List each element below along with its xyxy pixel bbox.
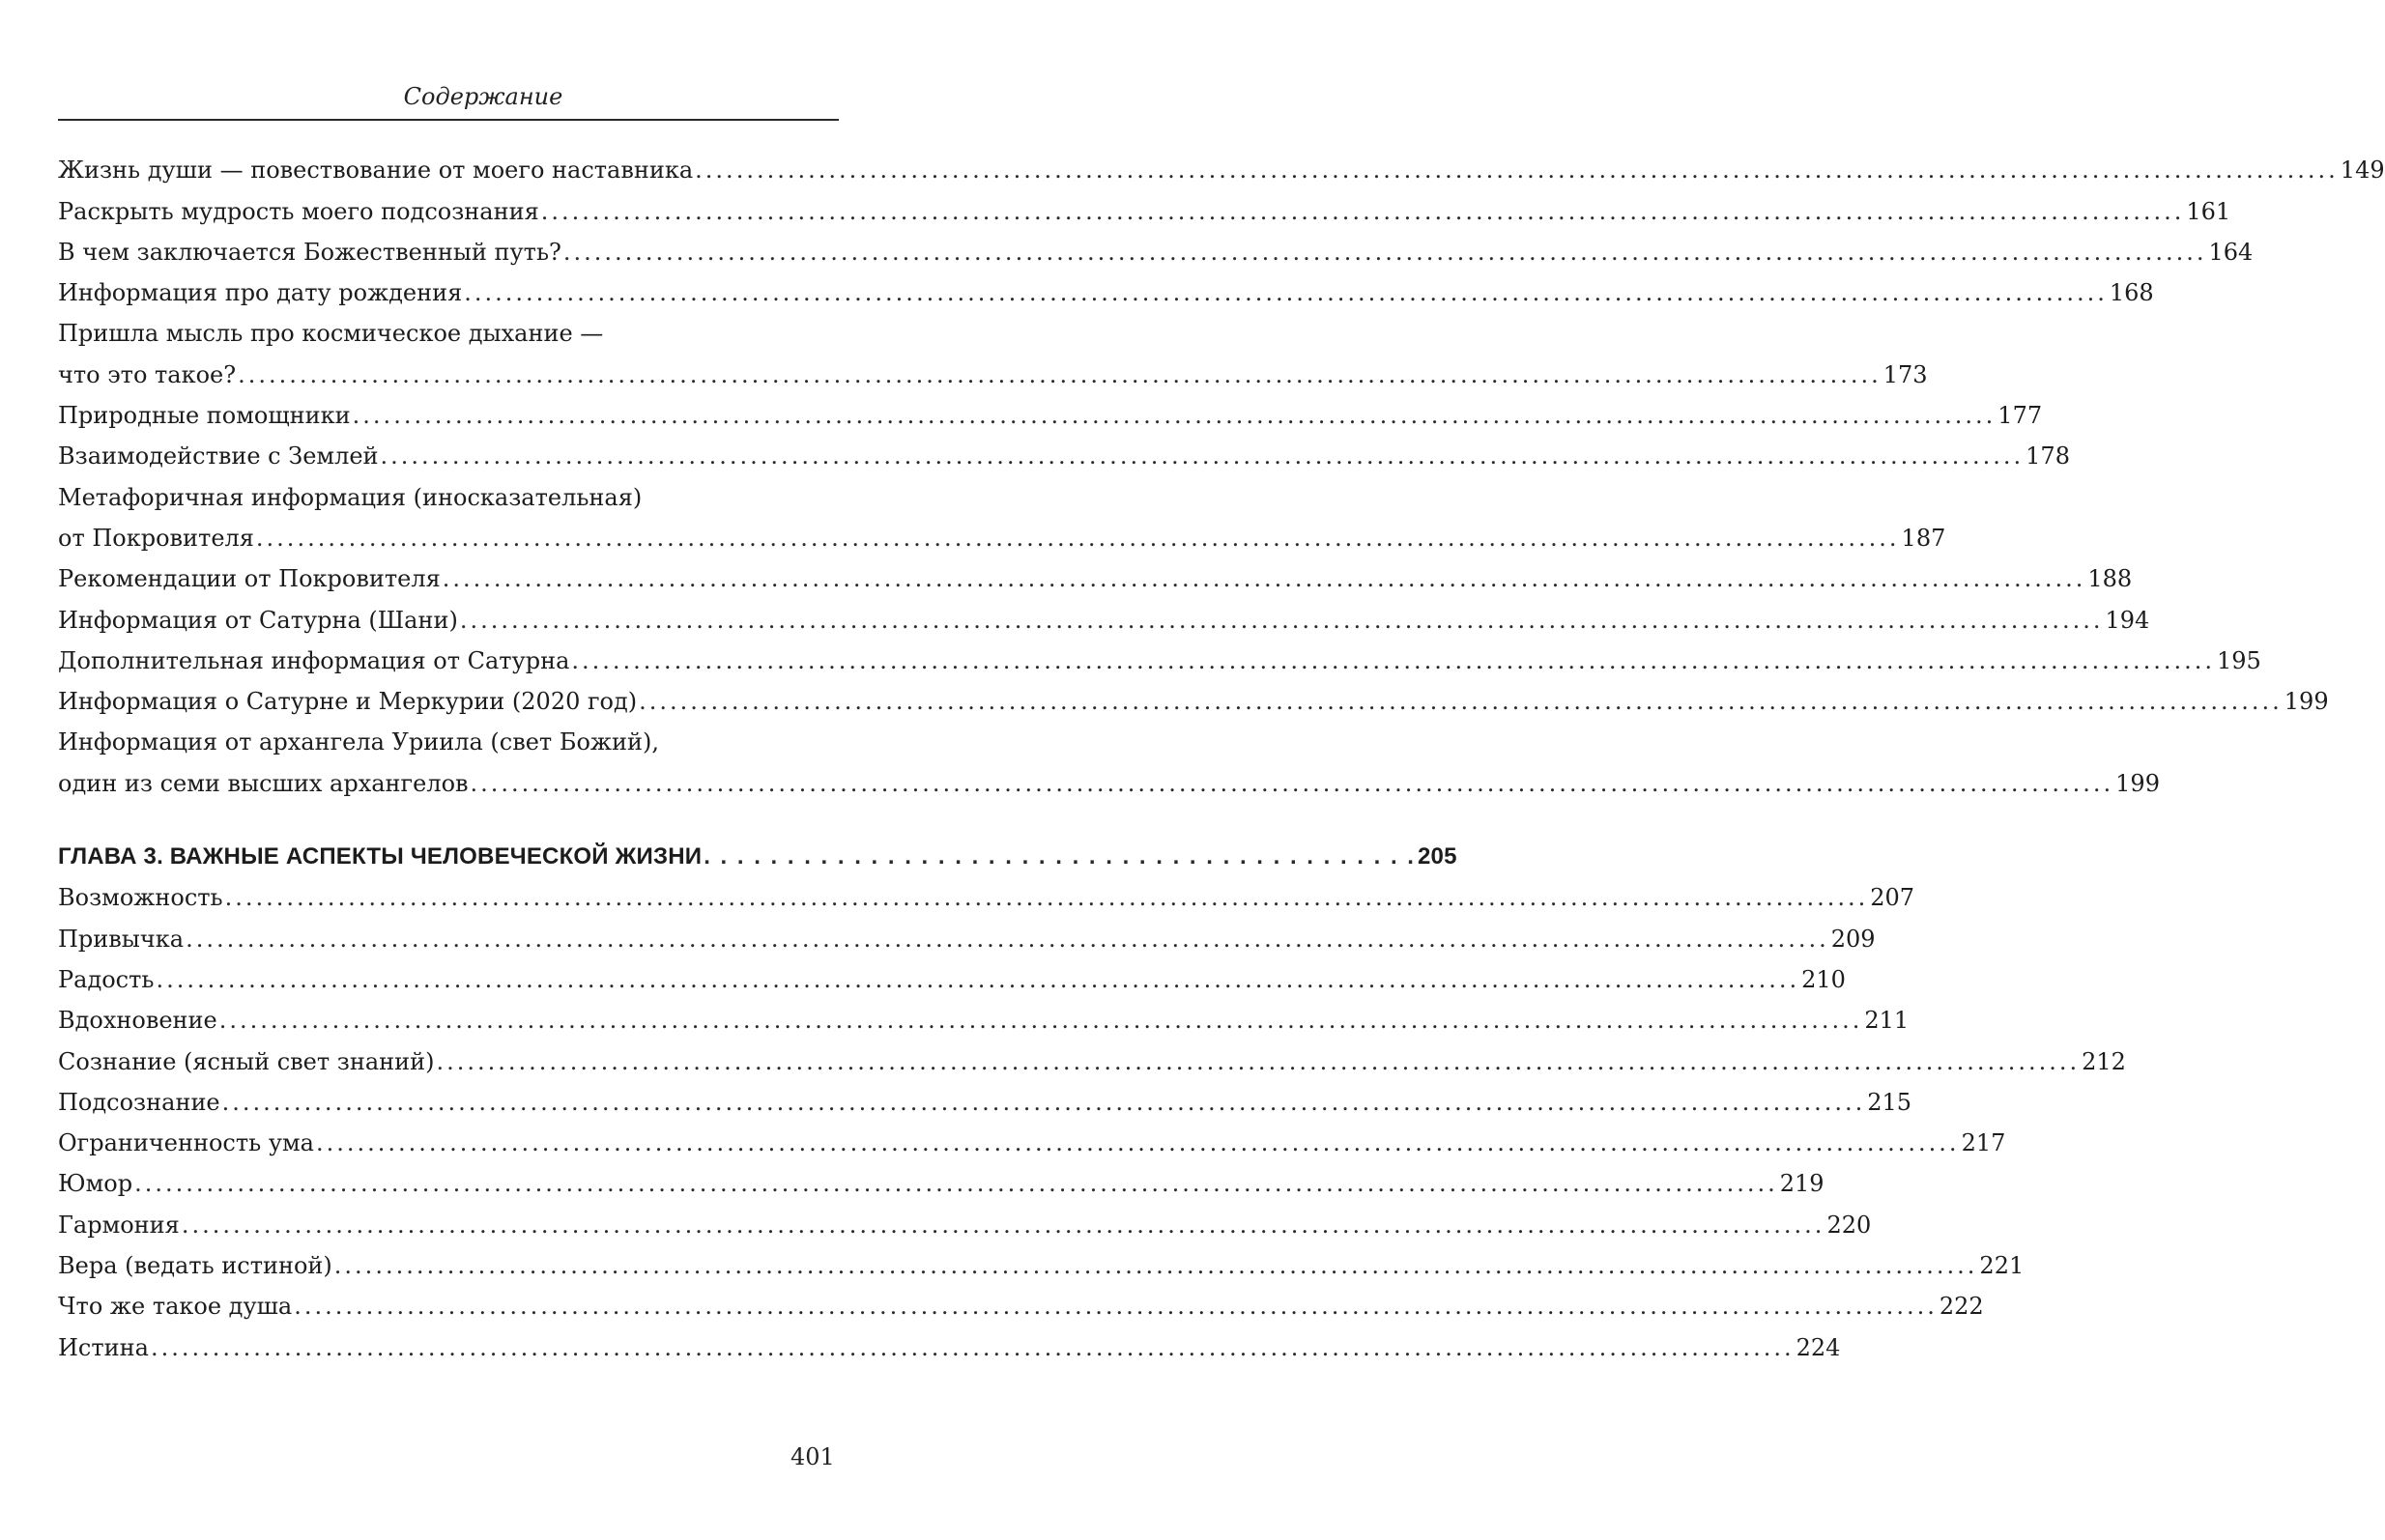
toc-entry-title: Дополнительная информация от Сатурна — [58, 646, 570, 674]
toc-leader: ................................................................................................................................................................ — [156, 965, 1800, 993]
toc-leader: ................................................................................................................................................................ — [134, 1170, 1778, 1198]
toc-entry[interactable] — [58, 1201, 1872, 1241]
toc-leader: ................................................................................................................................................................ — [294, 1293, 1938, 1321]
toc-leader: ................................................................................................................................................................ — [333, 1252, 1978, 1280]
page-number: 401 — [790, 1443, 835, 1470]
toc-entry-title: Информация от архангела Уриила (свет Божий), — [58, 728, 659, 756]
toc-entry-title: Привычка — [58, 925, 185, 953]
toc-page-number: 219 — [1779, 1170, 1825, 1198]
header-rule — [58, 119, 839, 121]
toc-entry[interactable] — [58, 1324, 1841, 1364]
toc-entry[interactable] — [58, 556, 2133, 596]
toc-leader: ................................................................................................................................................................ — [442, 565, 2086, 593]
toc-entry-title: Раскрыть мудрость моего подсознания — [58, 197, 539, 225]
toc-page-number: 212 — [2082, 1047, 2126, 1075]
toc-group-2 — [58, 874, 2126, 1365]
toc-entry[interactable] — [58, 392, 2043, 433]
toc-leader: ................................................................................................................................................................ — [218, 1007, 1863, 1035]
toc-entry[interactable] — [58, 433, 2070, 473]
toc-page-number: 178 — [2026, 442, 2070, 471]
toc-entry-title: Взаимодействие с Землей — [58, 442, 379, 471]
toc-entry[interactable] — [58, 1283, 1984, 1324]
toc-page-number: 194 — [2105, 606, 2150, 634]
toc-entry[interactable] — [58, 638, 2261, 678]
toc-entry-title: Информация от Сатурна (Шани) — [58, 606, 458, 634]
toc-leader: ................................................................................................................................................................ — [571, 646, 2215, 674]
toc-page-number: 173 — [1882, 360, 1928, 388]
toc-entry-title: Радость — [58, 965, 155, 993]
toc-entry[interactable] — [58, 678, 2329, 719]
toc-entry[interactable] — [58, 997, 1910, 1038]
toc-entry[interactable] — [58, 915, 1876, 955]
toc-entry-title: что это такое? — [58, 360, 237, 388]
toc-chapter-3[interactable] — [58, 834, 1457, 874]
toc-leader: ................................................................................................................................................................ — [315, 1129, 1960, 1157]
toc-entry-title: Пришла мысль про космическое дыхание — — [58, 320, 604, 348]
toc-entry-line1[interactable] — [58, 310, 831, 351]
toc-leader: ................................................................................................................................................................ — [639, 688, 2283, 716]
toc-leader: ................................................................................................................................................................ — [380, 442, 2025, 471]
toc-leader: ................................................................................................................................................................ — [464, 279, 2108, 307]
toc-entry-title: Метафоричная информация (иносказательная) — [58, 483, 643, 511]
toc-entry[interactable] — [58, 1160, 1825, 1201]
toc-leader: ................................................................................................................................................................ — [459, 606, 2104, 634]
toc-entry[interactable] — [58, 351, 1928, 391]
toc-entry-title: Информация про дату рождения — [58, 279, 463, 307]
toc-entry[interactable] — [58, 1038, 2126, 1078]
toc-entry-title: Возможность — [58, 884, 223, 912]
toc-leader: ................................................................................................................................................................ — [436, 1047, 2081, 1075]
toc-leader: ................................................................................................................................................................ — [562, 238, 2207, 266]
toc-page-number: 224 — [1796, 1333, 1841, 1361]
toc-page-number: 221 — [1979, 1252, 2025, 1280]
toc-page-number: 205 — [1417, 843, 1457, 870]
toc-page-number: 211 — [1864, 1007, 1910, 1035]
toc-leader: ................................................................................................................................................................ — [695, 157, 2339, 185]
toc-entry[interactable] — [58, 1079, 1912, 1120]
toc-page-number: 177 — [1997, 402, 2043, 430]
toc-leader: ................................................................................................................................................................ — [224, 884, 1869, 912]
toc-entry-title: Юмор — [58, 1170, 133, 1198]
toc-entry[interactable] — [58, 270, 2154, 310]
toc-entry[interactable] — [58, 874, 1915, 915]
toc-entry-title: Информация о Сатурне и Меркурии (2020 год) — [58, 688, 638, 716]
toc-group-1 — [58, 147, 2385, 801]
toc-entry-title: Природные помощники — [58, 402, 351, 430]
toc-leader: ................................................................................................................................................................ — [150, 1333, 1795, 1361]
toc-entry[interactable] — [58, 147, 2385, 187]
toc-page-number: 164 — [2208, 238, 2254, 266]
toc-leader: ................................................................................................................................................................ — [238, 360, 1882, 388]
toc-entry-title: Гармония — [58, 1211, 180, 1239]
toc-entry[interactable] — [58, 596, 2150, 637]
toc-entry[interactable] — [58, 759, 2160, 800]
toc-leader: ................................................................................................................................................................ — [255, 524, 1900, 552]
toc-entry-title: Ограниченность ума — [58, 1129, 314, 1157]
toc-entry-title: Жизнь души — повествование от моего наставника — [58, 157, 694, 185]
toc-entry[interactable] — [58, 1120, 2006, 1160]
toc-entry-title: Истина — [58, 1333, 149, 1361]
toc-entry-title: один из семи высших архангелов — [58, 769, 469, 797]
toc-page-number: 199 — [2115, 769, 2160, 797]
toc-entry-title: Что же такое душа — [58, 1293, 293, 1321]
toc-entry-title: Рекомендации от Покровителя — [58, 565, 441, 593]
toc-page-number: 215 — [1867, 1088, 1912, 1116]
toc-page-number: 168 — [2109, 279, 2154, 307]
toc-page-number: 161 — [2186, 197, 2231, 225]
toc-page-number: 222 — [1939, 1293, 1984, 1321]
toc-entry-title: Вдохновение — [58, 1007, 217, 1035]
table-of-contents — [58, 147, 2385, 1365]
toc-leader: ................................................................................................................................................................ — [352, 402, 1997, 430]
toc-leader: ................................................................................................................................................................ — [181, 1211, 1825, 1239]
toc-page-number: 207 — [1870, 884, 1915, 912]
toc-entry-title: Сознание (ясный свет знаний) — [58, 1047, 435, 1075]
toc-page-number: 209 — [1830, 925, 1876, 953]
toc-entry-line1[interactable] — [58, 473, 831, 514]
toc-page-number: 188 — [2087, 565, 2133, 593]
toc-page-number: 220 — [1826, 1211, 1872, 1239]
toc-entry-title: В чем заключается Божественный путь? — [58, 238, 561, 266]
toc-leader: ................................................................................................................................................................ — [221, 1088, 1866, 1116]
toc-page-number: 199 — [2284, 688, 2329, 716]
toc-entry-line1[interactable] — [58, 719, 831, 759]
toc-entry[interactable] — [58, 515, 1946, 556]
toc-leader: ................................................................................................................................................................ — [540, 197, 2185, 225]
toc-page-number: 210 — [1801, 965, 1846, 993]
toc-leader: ................................................................................................................................................................ — [186, 925, 1829, 953]
toc-entry-title: Вера (ведать истиной) — [58, 1252, 332, 1280]
toc-entry[interactable] — [58, 1242, 2025, 1283]
toc-leader: . . . . . . . . . . . . . . . . . . . . . . . . . . . . . . . . . . . . . . . . . . . — [704, 843, 1416, 870]
toc-chapter-title: ГЛАВА 3. ВАЖНЫЕ АСПЕКТЫ ЧЕЛОВЕЧЕСКОЙ ЖИЗНИ — [58, 843, 703, 870]
toc-page-number: 217 — [1961, 1129, 2006, 1157]
running-head: Содержание — [403, 83, 563, 110]
toc-entry[interactable] — [58, 229, 2254, 270]
toc-page-number: 195 — [2217, 646, 2261, 674]
toc-page-number: 187 — [1901, 524, 1946, 552]
toc-entry[interactable] — [58, 187, 2231, 228]
toc-leader: ................................................................................................................................................................ — [470, 769, 2114, 797]
toc-page-number: 149 — [2340, 157, 2385, 185]
toc-entry[interactable] — [58, 956, 1846, 997]
toc-entry-title: от Покровителя — [58, 524, 254, 552]
toc-entry-title: Подсознание — [58, 1088, 220, 1116]
